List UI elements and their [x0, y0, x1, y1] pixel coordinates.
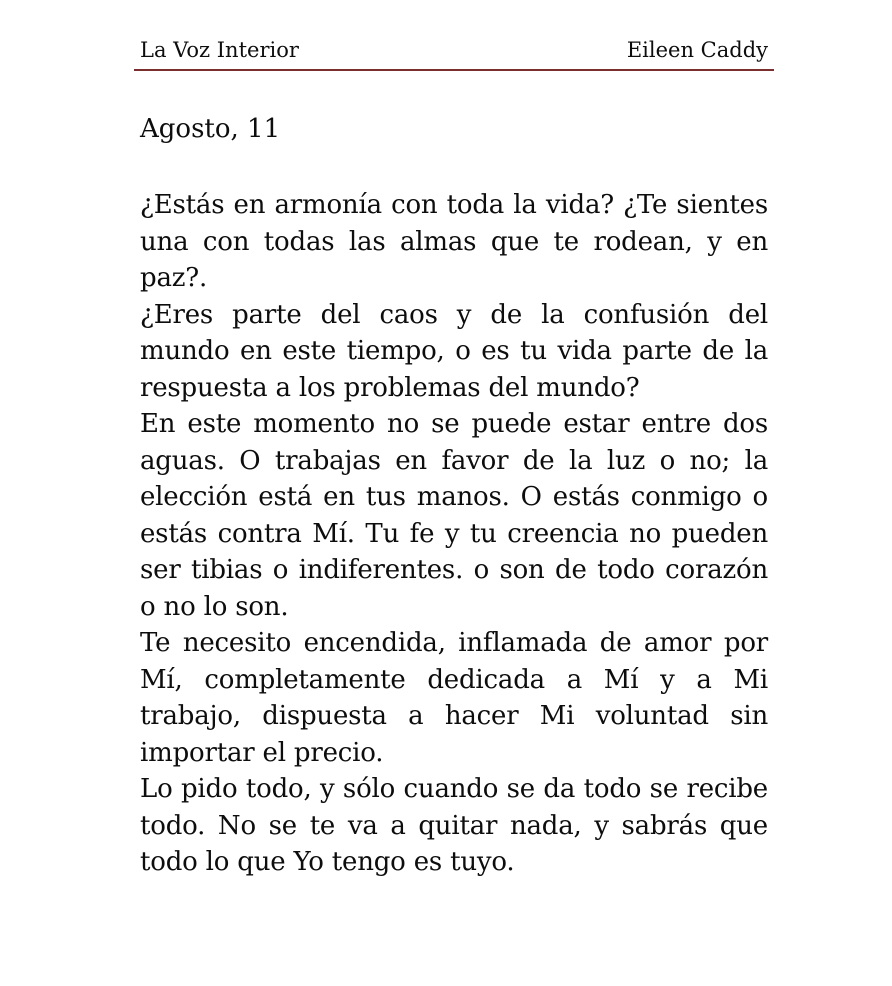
date-heading: Agosto, 11 [140, 114, 281, 144]
paragraph: Lo pido todo, y sólo cuando se da todo se recibe todo. No se te va a quitar nada, y sabrás que todo lo que Yo tengo es tuyo. [140, 774, 768, 877]
paragraph: En este momento no se puede estar entre dos aguas. O trabajas en favor de la luz o no; la elección está en tus manos. O estás conmigo o estás contra Mí. Tu fe y tu creencia no pueden ser tibias o indiferentes. o son de todo corazón o no lo son. [140, 409, 768, 622]
body-text [140, 187, 768, 881]
paragraph: ¿Eres parte del caos y de la confusión del mundo en este tiempo, o es tu vida parte de la respuesta a los problemas del mundo? [140, 299, 768, 403]
running-header [134, 38, 774, 71]
book-title: La Voz Interior [140, 38, 299, 62]
page-content [140, 38, 768, 881]
author-name: Eileen Caddy [626, 38, 768, 62]
paragraph: ¿Estás en armonía con toda la vida? ¿Te sientes una con todas las almas que te rodean, y en paz?. [140, 190, 768, 293]
paragraph: Te necesito encendida, inflamada de amor por Mí, completamente dedicada a Mí y a Mi trabajo, dispuesta a hacer Mi voluntad sin importar el precio. [140, 628, 768, 768]
